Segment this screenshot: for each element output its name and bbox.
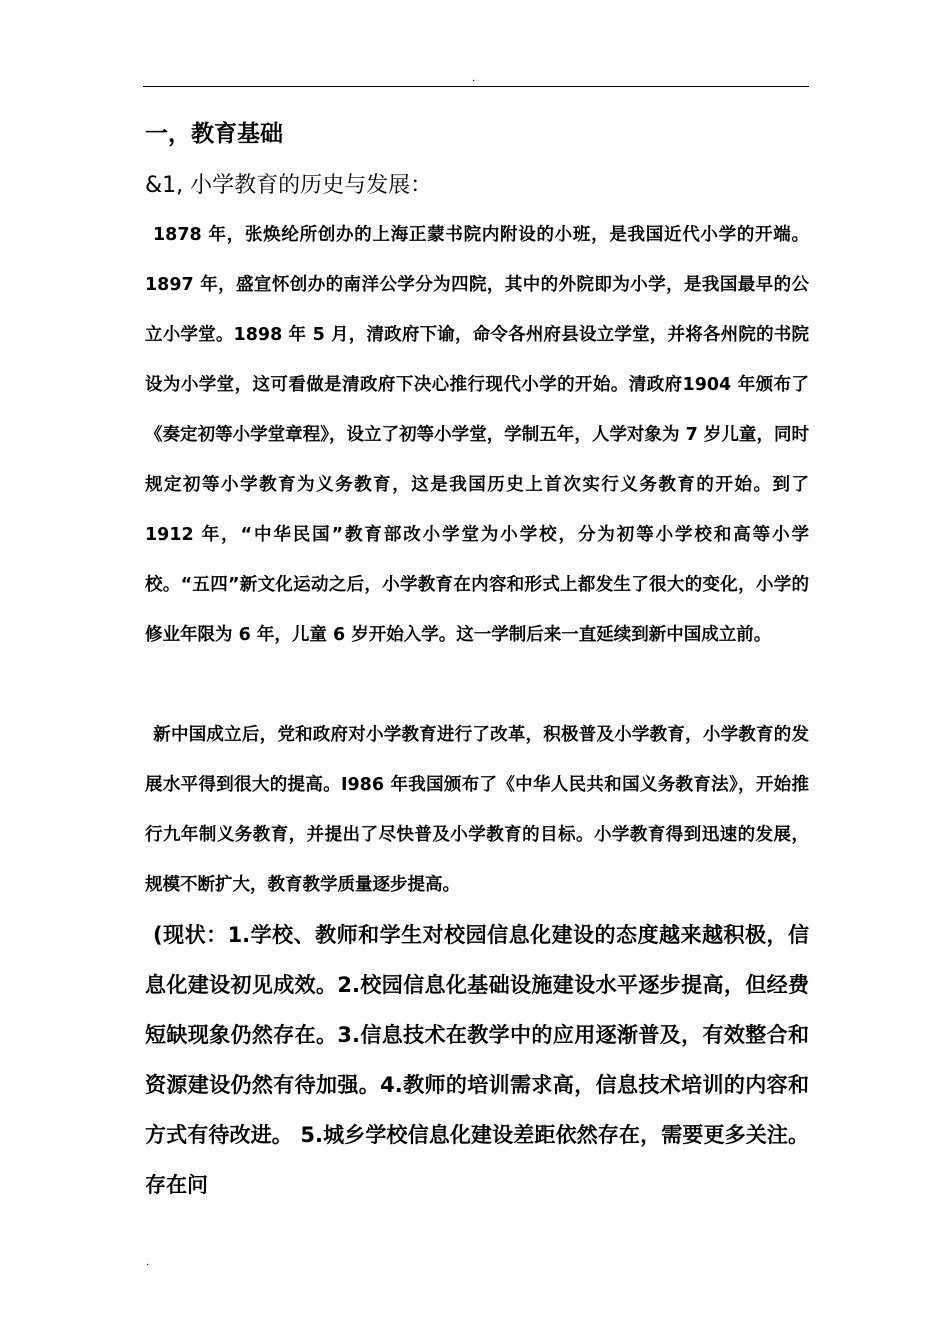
subsection-heading: &1, 小学教育的历史与发展： xyxy=(145,173,433,198)
header-rule xyxy=(143,86,809,87)
paragraph-history xyxy=(145,210,809,660)
section-heading: 一，教育基础 xyxy=(145,121,283,147)
header-mark: . xyxy=(472,73,476,84)
footer-mark: . xyxy=(146,1257,150,1268)
paragraph-history-text: 1878 年，张焕纶所创办的上海正蒙书院内附设的小班，是我国近代小学的开端。1897 年，盛宣怀创办的南洋公学分为四院，其中的外院即为小学，是我国最早的公立小学堂。1898 年 5 月，清政府下谕，命令各州府县设立学堂，并将各州院的书院设为小学堂，这可看做是清政府下决心推行现代小学的开始。清政府1904 年颁布了《奏定初等小学堂章程》，设立了初等小学堂，学制五年，人学对象为 7 岁儿童，同时规定初等小学教育为义务教育，这是我国历史上首次实行义务教育的开始。到了 1912 年，“中华民国”教育部改小学堂为小学校，分为初等小学校和高等小学校。“五四”新文化运动之后，小学教育在内容和形式上都发生了很大的变化，小学的修业年限为 6 年，儿童 6 岁开始入学。这一学制后来一直延续到新中国成立前。 xyxy=(145,225,809,645)
paragraph-status-text: (现状：1.学校、教师和学生对校园信息化建设的态度越来越积极，信息化建设初见成效。2.校园信息化基础设施建设水平逐步提高，但经费短缺现象仍然存在。3.信息技术在教学中的应用逐渐普及，有效整合和资源建设仍然有待加强。4.教师的培训需求高，信息技术培训的内容和方式有待改进。 5.城乡学校信息化建设差距依然存在，需要更多关注。 存在问 xyxy=(145,923,809,1197)
paragraph-status xyxy=(145,910,809,1210)
paragraph-new-china xyxy=(145,710,809,910)
paragraph-new-china-text: 新中国成立后，党和政府对小学教育进行了改革，积极普及小学教育，小学教育的发展水平得到很大的提高。I986 年我国颁布了《中华人民共和国义务教育法》，开始推行九年制义务教育，并提出了尽快普及小学教育的目标。小学教育得到迅速的发展，规模不断扩大，教育教学质量逐步提高。 xyxy=(145,725,809,895)
